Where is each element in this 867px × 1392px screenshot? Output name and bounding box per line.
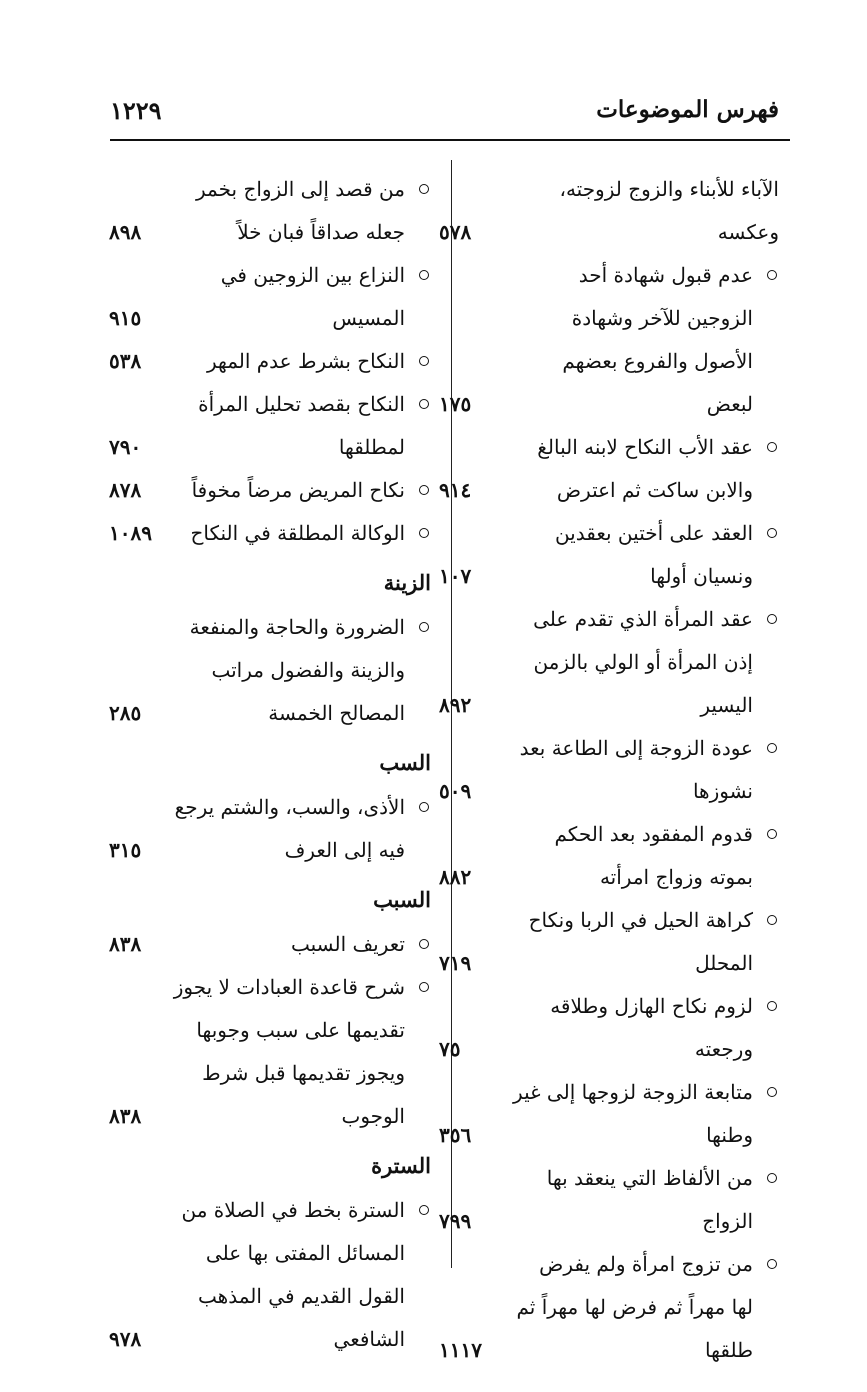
entry-page-number: ١٠٨٩ bbox=[109, 521, 152, 545]
index-entry bbox=[109, 254, 431, 340]
entry-page-number: ٢٨٥ bbox=[109, 701, 142, 725]
entry-text: لزوم نكاح الهازل وطلاقه ورجعته bbox=[550, 994, 753, 1061]
entry-page-number: ٩١٥ bbox=[109, 306, 142, 330]
section-heading: السب bbox=[379, 750, 431, 775]
circle-bullet-icon bbox=[419, 485, 429, 495]
index-entry bbox=[439, 512, 779, 598]
entry-page-number: ١٧٥ bbox=[439, 392, 472, 416]
entry-page-number: ٥٧٨ bbox=[439, 220, 472, 244]
circle-bullet-icon bbox=[767, 528, 777, 538]
circle-bullet-icon bbox=[767, 270, 777, 280]
circle-bullet-icon bbox=[767, 1259, 777, 1269]
entry-text: السترة بخط في الصلاة من المسائل المفتى بها على القول القديم في المذهب الشافعي bbox=[181, 1198, 405, 1351]
entry-page-number: ٣٥٦ bbox=[439, 1123, 472, 1147]
entry-page-number: ١٠٧ bbox=[439, 564, 472, 588]
index-entry bbox=[109, 606, 431, 735]
section-heading: الزينة bbox=[383, 570, 431, 595]
right-column bbox=[439, 168, 779, 1372]
entry-text: الآباء للأبناء والزوج لزوجته، وعكسه bbox=[559, 177, 779, 244]
entry-page-number: ٥٠٩ bbox=[439, 779, 472, 803]
entry-page-number: ٧٩٩ bbox=[439, 1209, 472, 1233]
entry-text: من تزوج امرأة ولم يفرض لها مهراً ثم فرض لها مهراً ثم طلقها bbox=[516, 1252, 753, 1362]
index-entry bbox=[439, 1157, 779, 1243]
index-entry bbox=[109, 512, 431, 555]
header-rule bbox=[110, 139, 790, 141]
left-column bbox=[109, 168, 431, 1361]
section-heading: السترة bbox=[371, 1153, 431, 1178]
index-entry bbox=[439, 1243, 779, 1372]
circle-bullet-icon bbox=[767, 743, 777, 753]
index-entry bbox=[439, 727, 779, 813]
entry-text: شرح قاعدة العبادات لا يجوز تقديمها على سبب وجوبها ويجوز تقديمها قبل شرط الوجوب bbox=[173, 975, 405, 1128]
circle-bullet-icon bbox=[767, 1173, 777, 1183]
entry-page-number: ٧٥ bbox=[439, 1037, 461, 1061]
circle-bullet-icon bbox=[767, 915, 777, 925]
entry-page-number: ٧١٩ bbox=[439, 951, 472, 975]
index-entry bbox=[109, 966, 431, 1138]
index-entry bbox=[109, 786, 431, 872]
entry-page-number: ٨٣٨ bbox=[109, 1104, 142, 1128]
index-entry bbox=[109, 168, 431, 254]
section-heading: السبب bbox=[373, 887, 431, 912]
entry-text: العقد على أختين بعقدين ونسيان أولها bbox=[554, 521, 753, 588]
circle-bullet-icon bbox=[767, 829, 777, 839]
entry-text: من الألفاظ التي ينعقد بها الزواج bbox=[546, 1166, 753, 1233]
index-entry bbox=[439, 899, 779, 985]
entry-text: الوكالة المطلقة في النكاح bbox=[190, 521, 405, 545]
index-entry bbox=[439, 168, 779, 254]
circle-bullet-icon bbox=[419, 399, 429, 409]
index-entry bbox=[439, 254, 779, 426]
entry-page-number: ٨٨٢ bbox=[439, 865, 472, 889]
entry-page-number: ١١١٧ bbox=[439, 1338, 482, 1362]
entry-text: تعريف السبب bbox=[290, 932, 405, 956]
index-entry bbox=[439, 813, 779, 899]
index-entry bbox=[109, 1189, 431, 1361]
circle-bullet-icon bbox=[419, 184, 429, 194]
entry-text: النكاح بقصد تحليل المرأة لمطلقها bbox=[198, 392, 405, 459]
page-number: ١٢٢٩ bbox=[110, 96, 162, 125]
entry-page-number: ٩١٤ bbox=[439, 478, 472, 502]
circle-bullet-icon bbox=[419, 528, 429, 538]
entry-page-number: ٨٣٨ bbox=[109, 932, 142, 956]
entry-text: عودة الزوجة إلى الطاعة بعد نشوزها bbox=[519, 736, 753, 803]
circle-bullet-icon bbox=[419, 982, 429, 992]
index-entry bbox=[439, 985, 779, 1071]
index-entry bbox=[109, 923, 431, 966]
entry-text: عقد المرأة الذي تقدم على إذن المرأة أو الولي بالزمن اليسير bbox=[533, 607, 753, 717]
circle-bullet-icon bbox=[767, 1001, 777, 1011]
entry-page-number: ٨٧٨ bbox=[109, 478, 142, 502]
entry-page-number: ٧٩٠ bbox=[109, 435, 142, 459]
entry-page-number: ٨٩٨ bbox=[109, 220, 142, 244]
entry-page-number: ٨٩٢ bbox=[439, 693, 472, 717]
circle-bullet-icon bbox=[419, 1205, 429, 1215]
circle-bullet-icon bbox=[419, 939, 429, 949]
entry-text: كراهة الحيل في الربا ونكاح المحلل bbox=[528, 908, 753, 975]
index-entry bbox=[439, 598, 779, 727]
index-entry bbox=[109, 340, 431, 383]
entry-text: نكاح المريض مرضاً مخوفاً bbox=[191, 478, 405, 502]
circle-bullet-icon bbox=[767, 442, 777, 452]
entry-text: النكاح بشرط عدم المهر bbox=[206, 349, 405, 373]
circle-bullet-icon bbox=[419, 802, 429, 812]
entry-text: عقد الأب النكاح لابنه البالغ والابن ساكت ثم اعترض bbox=[537, 435, 753, 502]
circle-bullet-icon bbox=[419, 356, 429, 366]
entry-text: قدوم المفقود بعد الحكم بموته وزواج امرأته bbox=[554, 822, 753, 889]
index-entry bbox=[439, 1071, 779, 1157]
entry-text: عدم قبول شهادة أحد الزوجين للآخر وشهادة الأصول والفروع بعضهم لبعض bbox=[562, 263, 753, 416]
index-entry bbox=[109, 469, 431, 512]
circle-bullet-icon bbox=[767, 1087, 777, 1097]
index-entry bbox=[439, 426, 779, 512]
entry-page-number: ٩٧٨ bbox=[109, 1327, 142, 1351]
page-header-title: فهرس الموضوعات bbox=[596, 96, 779, 123]
entry-text: الأذى، والسب، والشتم يرجع فيه إلى العرف bbox=[174, 795, 405, 862]
entry-text: متابعة الزوجة لزوجها إلى غير وطنها bbox=[513, 1080, 753, 1147]
entry-text: الضرورة والحاجة والمنفعة والزينة والفضول مراتب المصالح الخمسة bbox=[189, 615, 405, 725]
circle-bullet-icon bbox=[419, 622, 429, 632]
entry-page-number: ٥٣٨ bbox=[109, 349, 142, 373]
entry-text: النزاع بين الزوجين في المسيس bbox=[220, 263, 405, 330]
circle-bullet-icon bbox=[767, 614, 777, 624]
entry-text: من قصد إلى الزواج بخمر جعله صداقاً فبان خلاً bbox=[196, 177, 405, 244]
circle-bullet-icon bbox=[419, 270, 429, 280]
entry-page-number: ٣١٥ bbox=[109, 838, 142, 862]
index-entry bbox=[109, 383, 431, 469]
